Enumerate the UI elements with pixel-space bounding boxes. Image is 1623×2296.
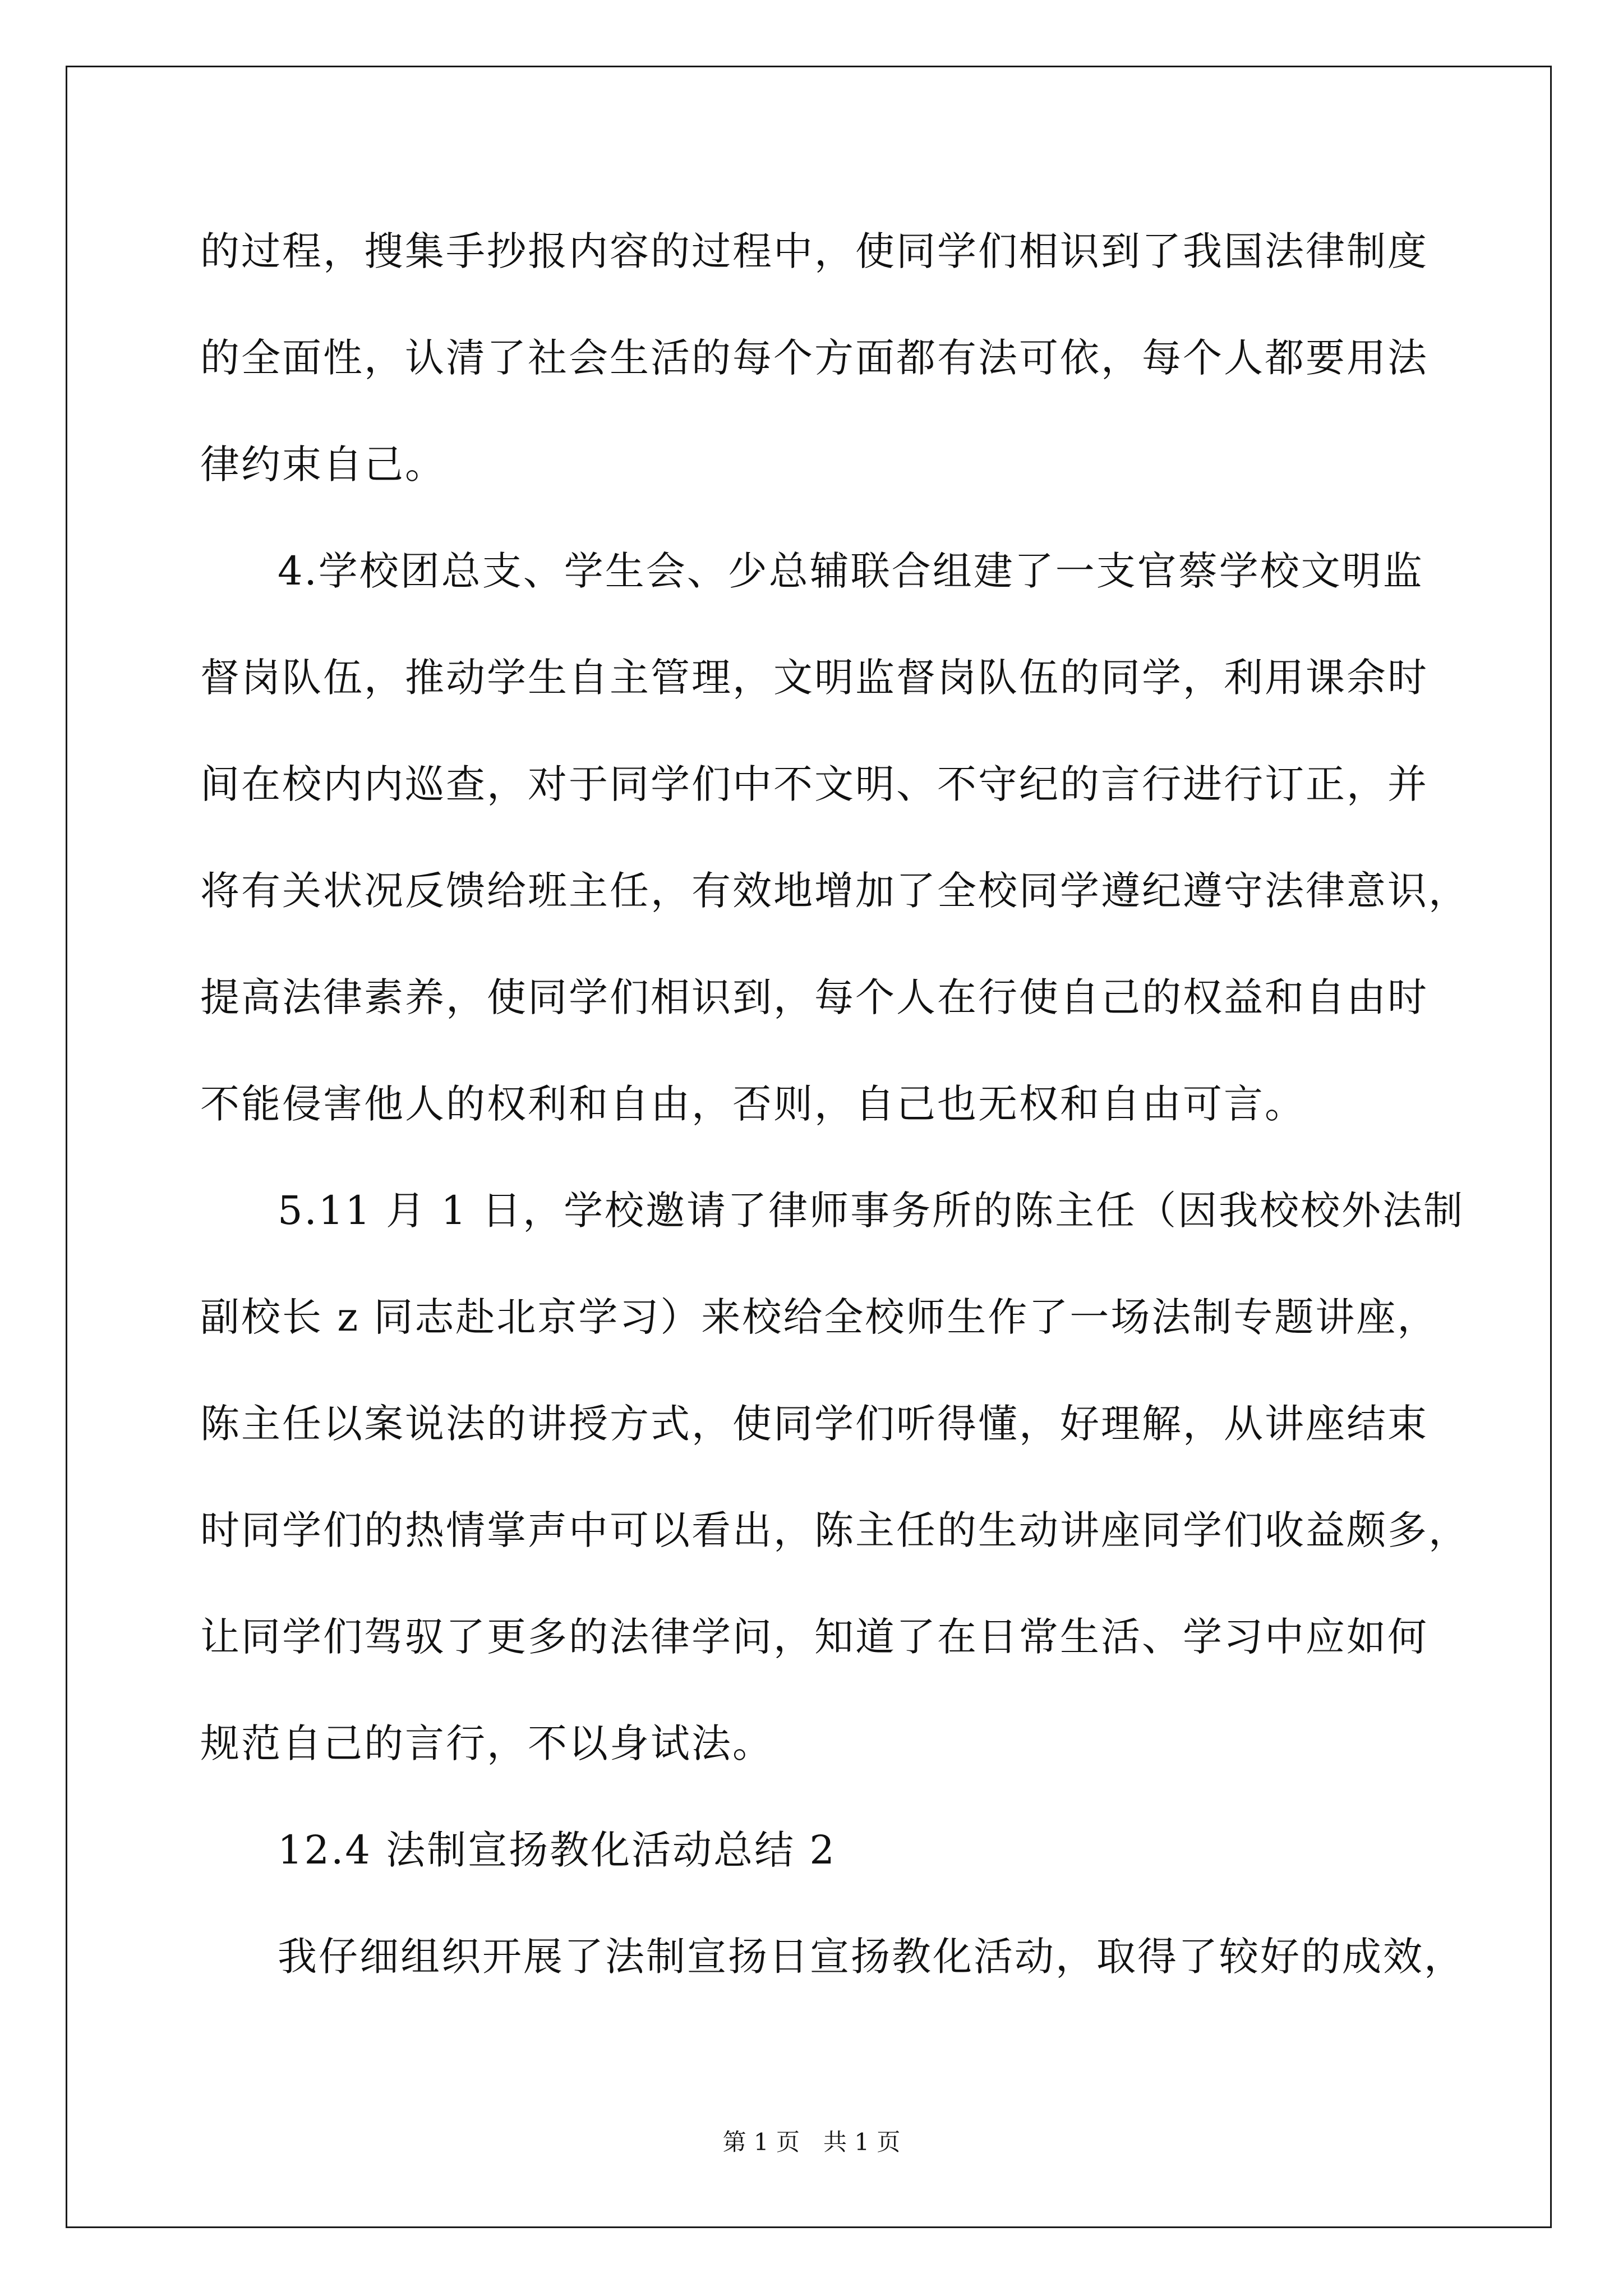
heading-line: 12.4 法制宣扬教化活动总结 2 (278, 1827, 836, 1873)
text-line: 让同学们驾驭了更多的法律学问，知道了在日常生活、学习中应如何 (200, 1614, 1428, 1660)
text-line: 时同学们的热情掌声中可以看出，陈主任的生动讲座同学们收益颇多， (200, 1507, 1469, 1553)
text-line: 的全面性，认清了社会生活的每个方面都有法可依，每个人都要用法 (200, 335, 1428, 381)
text-line: 将有关状况反馈给班主任，有效地增加了全校同学遵纪遵守法律意识， (200, 868, 1469, 914)
text-line: 5.11 月 1 日，学校邀请了律师事务所的陈主任（因我校校外法制 (278, 1188, 1465, 1234)
text-line: 陈主任以案说法的讲授方式，使同学们听得懂，好理解，从讲座结束 (200, 1401, 1428, 1447)
text-line: 4.学校团总支、学生会、少总辅联合组建了一支官蔡学校文明监 (278, 548, 1424, 594)
text-line: 的过程，搜集手抄报内容的过程中，使同学们相识到了我国法律制度 (200, 228, 1428, 274)
document-body (200, 198, 1507, 2010)
text-line: 我仔细组织开展了法制宣扬日宣扬教化活动，取得了较好的成效， (278, 1934, 1465, 1980)
text-line: 不能侵害他人的权利和自由，否则，自己也无权和自由可言。 (200, 1081, 1306, 1127)
text-line: 督岗队伍，推动学生自主管理，文明监督岗队伍的同学，利用课余时 (200, 655, 1428, 701)
text-line: 副校长 z 同志赴北京学习）来校给全校师生作了一场法制专题讲座， (200, 1294, 1438, 1340)
text-line: 提高法律素养，使同学们相识到，每个人在行使自己的权益和自由时 (200, 974, 1428, 1020)
text-line: 间在校内内巡查，对于同学们中不文明、不守纪的言行进行订正，并 (200, 761, 1428, 807)
paragraph (200, 1157, 1507, 1797)
paragraph (200, 518, 1507, 1157)
text-line: 律约束自己。 (200, 441, 446, 487)
text-line: 规范自己的言行，不以身试法。 (200, 1720, 773, 1766)
page-number-footer: 第 1 页 共 1 页 (722, 2128, 901, 2156)
paragraph (200, 198, 1507, 518)
paragraph (200, 1903, 1507, 2010)
section-heading (200, 1797, 1507, 1903)
